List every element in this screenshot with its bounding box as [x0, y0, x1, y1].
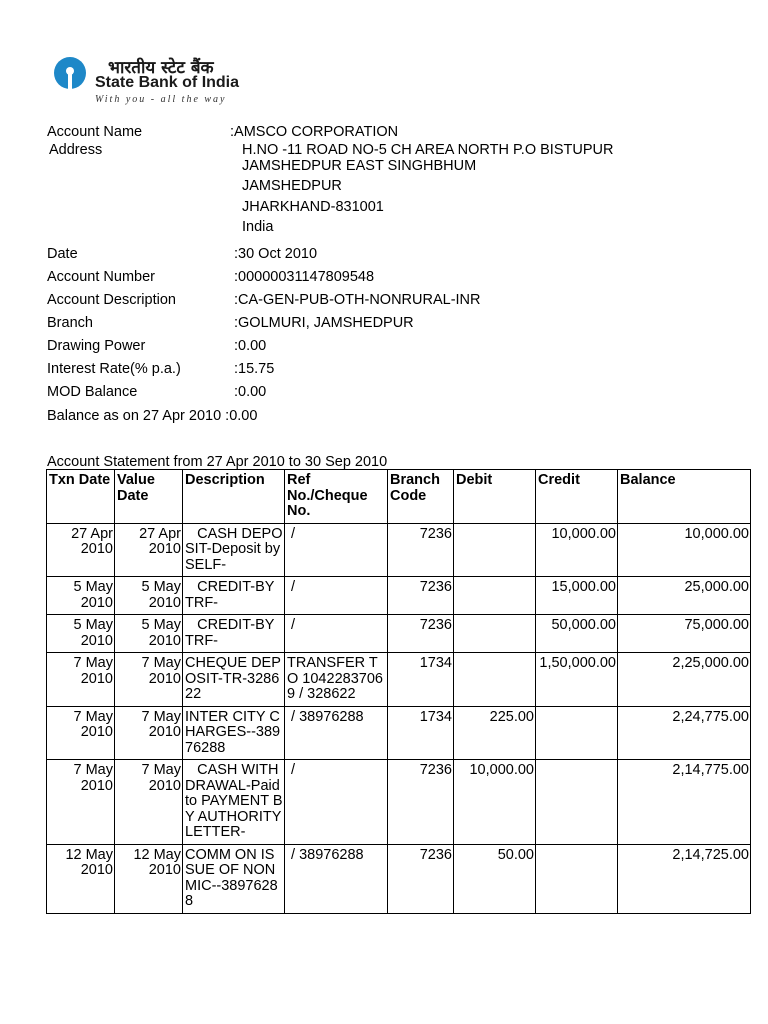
mod-balance-label: MOD Balance: [47, 384, 138, 400]
interest-rate-label: Interest Rate(% p.a.): [47, 361, 181, 377]
txn-date-cell: 7 May 2010: [47, 706, 115, 760]
account-description-value: :CA-GEN-PUB-OTH-NONRURAL-INR: [234, 292, 481, 308]
account-number-label: Account Number: [47, 269, 155, 285]
debit-cell: 50.00: [454, 844, 536, 913]
value-date-cell: 7 May 2010: [115, 653, 183, 707]
table-row: [47, 760, 751, 845]
ref-cell: /: [285, 523, 388, 577]
account-name-value: :AMSCO CORPORATION: [230, 124, 399, 140]
ref-cell: /: [285, 577, 388, 615]
description-cell: CHEQUE DEPOSIT-TR-328622: [183, 653, 285, 707]
branch-code-cell: 1734: [388, 706, 454, 760]
interest-rate-value: :15.75: [234, 361, 275, 377]
branch-code-cell: 7236: [388, 844, 454, 913]
sbi-logo: [54, 53, 254, 109]
balance-cell: 2,14,775.00: [618, 760, 751, 845]
ref-cell: /: [285, 615, 388, 653]
account-description-label: Account Description: [47, 292, 176, 308]
credit-cell: [536, 844, 618, 913]
address-line: H.NO -11 ROAD NO-5 CH AREA NORTH P.O BISTUPUR: [242, 142, 614, 158]
branch-code-cell: 7236: [388, 615, 454, 653]
value-date-cell: 5 May 2010: [115, 577, 183, 615]
credit-cell: 10,000.00: [536, 523, 618, 577]
credit-cell: 15,000.00: [536, 577, 618, 615]
opening-balance: Balance as on 27 Apr 2010 :0.00: [47, 408, 258, 424]
value-date-cell: 27 Apr 2010: [115, 523, 183, 577]
col-header-ref: Ref No./Cheque No.: [285, 470, 388, 524]
balance-cell: 2,24,775.00: [618, 706, 751, 760]
value-date-cell: 7 May 2010: [115, 706, 183, 760]
drawing-power-value: :0.00: [234, 338, 267, 354]
col-header-txn-date: Txn Date: [47, 470, 115, 524]
debit-cell: [454, 577, 536, 615]
table-header-row: [47, 470, 751, 524]
address-line: India: [242, 219, 274, 235]
credit-cell: [536, 760, 618, 845]
txn-date-cell: 7 May 2010: [47, 760, 115, 845]
balance-cell: 10,000.00: [618, 523, 751, 577]
debit-cell: 10,000.00: [454, 760, 536, 845]
sbi-keyhole-icon: [54, 57, 86, 89]
table-row: [47, 523, 751, 577]
col-header-credit: Credit: [536, 470, 618, 524]
debit-cell: [454, 523, 536, 577]
credit-cell: 50,000.00: [536, 615, 618, 653]
value-date-cell: 12 May 2010: [115, 844, 183, 913]
address-label: Address: [49, 142, 103, 158]
table-row: [47, 653, 751, 707]
balance-cell: 2,14,725.00: [618, 844, 751, 913]
table-row: [47, 615, 751, 653]
account-number-value: :00000031147809548: [234, 269, 375, 285]
date-value: :30 Oct 2010: [234, 246, 318, 262]
debit-cell: [454, 653, 536, 707]
table-row: [47, 577, 751, 615]
ref-cell: / 38976288: [285, 844, 388, 913]
mod-balance-value: :0.00: [234, 384, 267, 400]
account-name-label: Account Name: [47, 124, 143, 140]
txn-date-cell: 12 May 2010: [47, 844, 115, 913]
value-date-cell: 5 May 2010: [115, 615, 183, 653]
description-cell: CASH DEPOSIT-Deposit by SELF-: [183, 523, 285, 577]
col-header-debit: Debit: [454, 470, 536, 524]
credit-cell: 1,50,000.00: [536, 653, 618, 707]
credit-cell: [536, 706, 618, 760]
value-date-cell: 7 May 2010: [115, 760, 183, 845]
branch-code-cell: 1734: [388, 653, 454, 707]
ref-cell: / 38976288: [285, 706, 388, 760]
table-row: [47, 844, 751, 913]
table-row: [47, 706, 751, 760]
date-label: Date: [47, 246, 78, 262]
statement-title: Account Statement from 27 Apr 2010 to 30 Sep 2010: [47, 454, 388, 470]
txn-date-cell: 7 May 2010: [47, 653, 115, 707]
debit-cell: 225.00: [454, 706, 536, 760]
bank-tagline: With you - all the way: [95, 94, 227, 105]
branch-code-cell: 7236: [388, 523, 454, 577]
description-cell: CASH WITHDRAWAL-Paid to PAYMENT BY AUTHORITY LETTER-: [183, 760, 285, 845]
statement-table: [46, 469, 751, 914]
description-cell: COMM ON ISSUE OF NON MIC--38976288: [183, 844, 285, 913]
bank-name: State Bank of India: [95, 74, 240, 91]
address-line: JHARKHAND-831001: [242, 199, 384, 215]
balance-cell: 25,000.00: [618, 577, 751, 615]
address-line: JAMSHEDPUR EAST SINGHBHUM: [242, 158, 477, 174]
ref-cell: TRANSFER TO 10422837069 / 328622: [285, 653, 388, 707]
txn-date-cell: 27 Apr 2010: [47, 523, 115, 577]
balance-cell: 75,000.00: [618, 615, 751, 653]
branch-code-cell: 7236: [388, 760, 454, 845]
branch-label: Branch: [47, 315, 93, 331]
col-header-branch-code: Branch Code: [388, 470, 454, 524]
col-header-value-date: Value Date: [115, 470, 183, 524]
txn-date-cell: 5 May 2010: [47, 615, 115, 653]
description-cell: CREDIT-BY TRF-: [183, 577, 285, 615]
col-header-balance: Balance: [618, 470, 751, 524]
txn-date-cell: 5 May 2010: [47, 577, 115, 615]
branch-value: :GOLMURI, JAMSHEDPUR: [234, 315, 414, 331]
balance-cell: 2,25,000.00: [618, 653, 751, 707]
address-line: JAMSHEDPUR: [242, 178, 342, 194]
debit-cell: [454, 615, 536, 653]
branch-code-cell: 7236: [388, 577, 454, 615]
description-cell: CREDIT-BY TRF-: [183, 615, 285, 653]
bank-name-hindi: भारतीय स्टेट बैंक: [108, 58, 214, 78]
ref-cell: /: [285, 760, 388, 845]
description-cell: INTER CITY CHARGES--38976288: [183, 706, 285, 760]
drawing-power-label: Drawing Power: [47, 338, 146, 354]
col-header-description: Description: [183, 470, 285, 524]
